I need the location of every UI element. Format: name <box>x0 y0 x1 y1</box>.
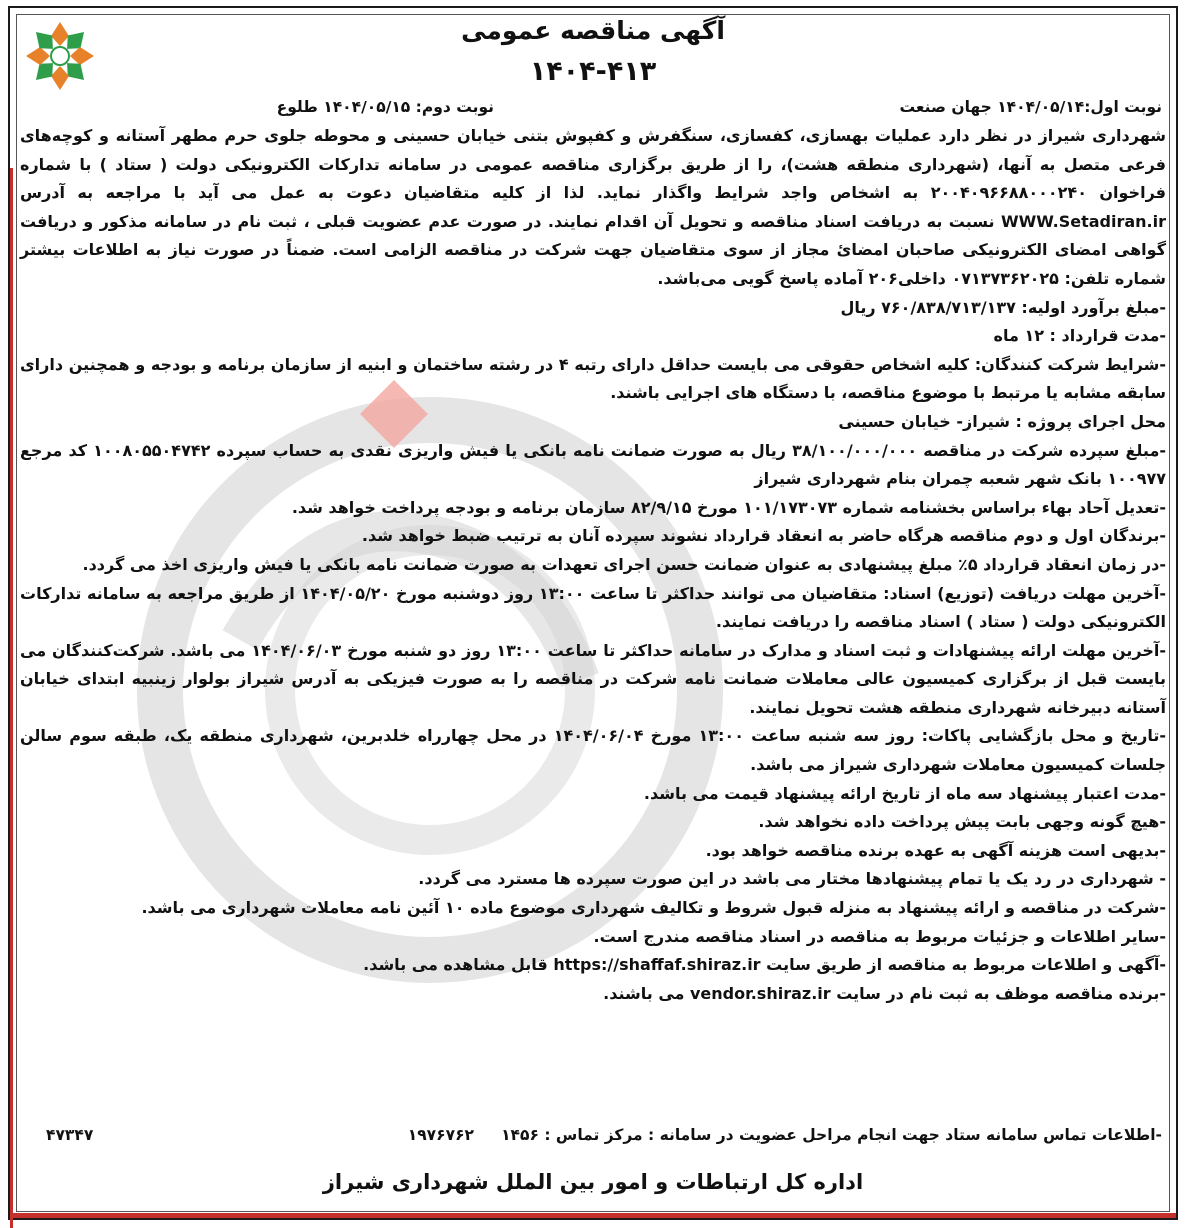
second-publication: نوبت دوم: ۱۴۰۴/۰۵/۱۵ طلوع <box>276 98 494 116</box>
contact-label: -اطلاعات تماس سامانه ستاد جهت انجام مراحل عضویت در سامانه : مرکز تماس : ۱۴۵۶ <box>501 1126 1162 1144</box>
clause: -بدیهی است هزینه آگهی به عهده برنده مناقصه خواهد بود. <box>705 840 1166 860</box>
clause: -هیچ گونه وجهی بابت پیش پرداخت داده نخواهد شد. <box>758 812 1166 832</box>
clause: -سایر اطلاعات و جزئیات مربوط به مناقصه در اسناد مناقصه مندرج است. <box>593 926 1166 946</box>
clause: -تاریخ و محل بازگشایی پاکات: روز سه شنبه ساعت ۱۳:۰۰ مورخ ۱۴۰۴/۰۶/۰۴ در محل چهارراه خلدبرین، شهرداری منطقه یک، طبقه سوم سالن جلسات کمیسیون معاملات شهرداری شیراز می باشد. <box>20 726 1167 775</box>
clause: -تعدیل آحاد بهاء براساس بخشنامه شماره ۱۰۱/۱۷۳۰۷۳ مورخ ۸۲/۹/۱۵ سازمان برنامه و بودجه پرداخت خواهد شد. <box>291 497 1166 517</box>
clause: -برندگان اول و دوم مناقصه هرگاه حاضر به انعقاد قرارداد نشوند سپرده آنان به ترتیب ضبط خواهد شد. <box>361 526 1166 546</box>
red-edge-bottom <box>10 1213 1176 1218</box>
clause: -مدت قرارداد : ۱۲ ماه <box>993 326 1166 346</box>
clause: -آخرین مهلت دریافت (توزیع) اسناد: متقاضیان می توانند حداکثر تا ساعت ۱۳:۰۰ روز دوشنبه مورخ ۱۴۰۴/۰۵/۲۰ از طریق مراجعه به سامانه تدارکات الکترونیکی دولت ( ستاد ) اسناد مناقصه را دریافت نمایند. <box>20 583 1167 632</box>
clause: -مبلغ سپرده شرکت در مناقصه ۳۸/۱۰۰/۰۰۰/۰۰۰ ریال به صورت ضمانت نامه بانکی یا فیش واریزی نقدی به حساب سپرده ۱۰۰۸۰۵۵۰۴۷۴۲ کد مرجع ۱۰۰۹۷۷ بانک شهر شعبه چمران بنام شهرداری شیراز <box>20 440 1166 489</box>
clause: -شرکت در مناقصه و ارائه پیشنهاد به منزله قبول شروط و تکالیف شهرداری موضوع ماده ۱۰ آئین نامه معاملات شهرداری می باشد. <box>141 898 1166 918</box>
clause: -آگهی و اطلاعات مربوط به مناقصه از طریق سایت https://shaffaf.shiraz.ir قابل مشاهده می باشد. <box>363 955 1166 975</box>
contact-number-2: ۴۷۳۴۷ <box>46 1126 94 1144</box>
clause: -آخرین مهلت ارائه پیشنهادات و ثبت اسناد و مدارک در سامانه حداکثر تا ساعت ۱۳:۰۰ روز دو شنبه مورخ ۱۴۰۴/۰۶/۰۳ می باشد. شرکت‌کنندگان می بایست قبل از برگزاری کمیسیون عالی معاملات ضمانت نامه شرکت در مناقصه را به صورت فیزیکی به آدرس شیراز بولوار زینبیه ابتدای خیابان آستانه دبیرخانه شهرداری منطقه هشت تحویل نمایند. <box>20 640 1167 717</box>
intro-paragraph: شهرداری شیراز در نظر دارد عملیات بهسازی، کفسازی، سنگفرش و کفپوش بتنی خیابان حسینی و محوطه جلوی حرم مطهر آستانه و کوچه‌های فرعی متصل به آنها، (شهرداری منطقه هشت)، را از طریق برگزاری مناقصه عمومی در سامانه تدارکات الکترونیکی دولت ( ستاد ) با شماره فراخوان ۲۰۰۴۰۹۶۶۸۸۰۰۰۲۴۰ به اشخاص واجد شرایط واگذار نماید. لذا از کلیه متقاضیان دعوت به عمل می آید با مراجعه به آدرس WWW.Setadiran.ir نسبت به دریافت اسناد مناقصه و تحویل آن اقدام نمایند. در صورت عدم عضویت قبلی ، ثبت نام در سامانه مذکور و دریافت گواهی امضای الکترونیکی صاحبان امضائ مجاز از سوی متقاضیان جهت شرکت در مناقصه الزامی است. ضمناً در صورت نیاز به اطلاعات بیشتر شماره تلفن: ۰۷۱۳۷۳۶۲۰۲۵ داخلی۲۰۶ آماده پاسخ گویی می‌باشد. <box>20 126 1167 288</box>
notice-number: ۱۴۰۴-۴۱۳ <box>529 56 657 87</box>
clause: محل اجرای پروژه : شیراز- خیابان حسینی <box>838 411 1166 431</box>
clause: - شهرداری در رد یک یا تمام پیشنهادها مختار می باشد در این صورت سپرده ها مسترد می گردد. <box>418 869 1166 889</box>
notice-title: آگهی مناقصه عمومی <box>461 16 725 45</box>
red-edge-left <box>10 168 13 1228</box>
notice-body <box>20 122 1166 1008</box>
clause: -شرایط شرکت کنندگان: کلیه اشخاص حقوقی می بایست حداقل دارای رتبه ۴ در رشته ساختمان و ابنیه از سازمان برنامه و بودجه و همچنین دارای سابقه مشابه یا مرتبط با موضوع مناقصه، با دستگاه های اجرایی باشند. <box>20 354 1166 403</box>
clause: -برنده مناقصه موظف به ثبت نام در سایت vendor.shiraz.ir می باشند. <box>603 983 1166 1003</box>
contact-number-1: ۱۹۷۶۷۶۲ <box>407 1126 474 1144</box>
issuer-footer: اداره کل ارتباطات و امور بین الملل شهرداری شیراز <box>322 1170 864 1194</box>
clause: -مدت اعتبار پیشنهاد سه ماه از تاریخ ارائه پیشنهاد قیمت می باشد. <box>643 783 1166 803</box>
clause: -در زمان انعقاد قرارداد ۵٪ مبلغ پیشنهادی به عنوان ضمانت حسن اجرای تعهدات به صورت ضمانت نامه بانکی یا فیش واریزی اخذ می گردد. <box>82 554 1166 574</box>
clause: -مبلغ برآورد اولیه: ۷۶۰/۸۳۸/۷۱۳/۱۳۷ ریال <box>840 297 1166 317</box>
first-publication: نوبت اول:۱۴۰۴/۰۵/۱۴ جهان صنعت <box>899 98 1162 116</box>
